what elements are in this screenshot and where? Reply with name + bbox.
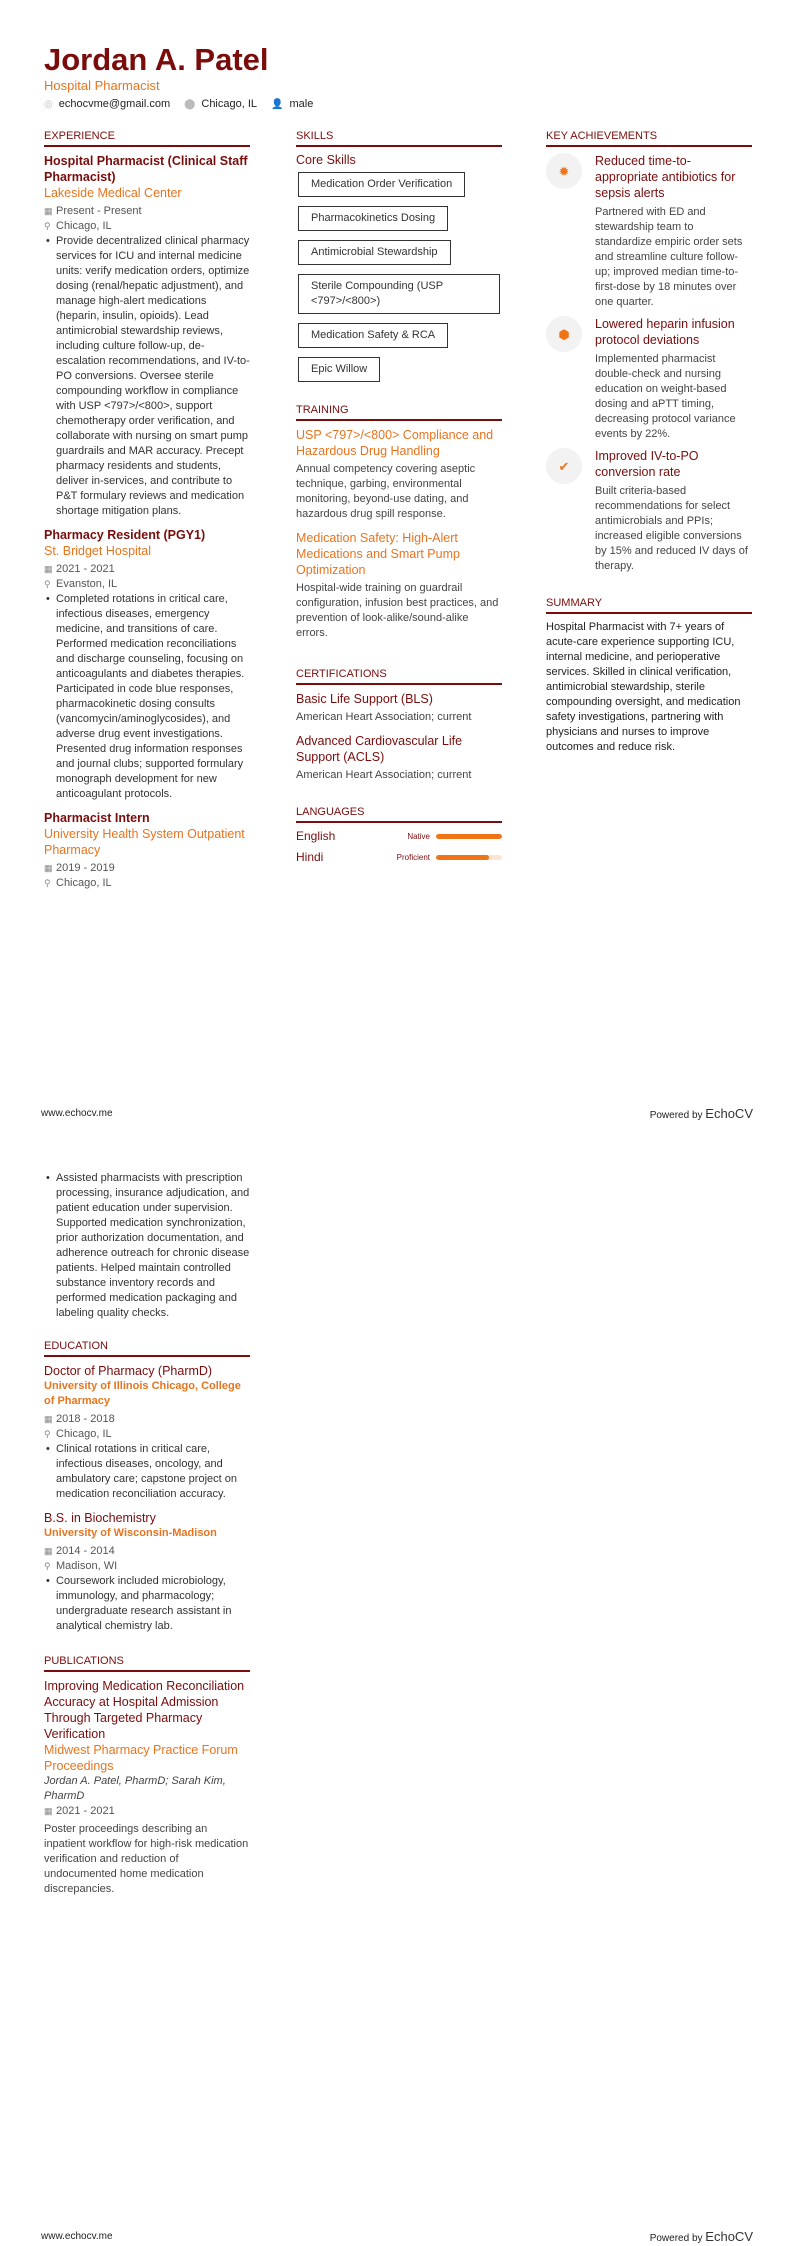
section-heading: SUMMARY [546, 596, 752, 614]
skill-group-title: Core Skills [296, 153, 356, 167]
language-level: Native [407, 832, 430, 841]
job-title: Pharmacist Intern [44, 811, 150, 825]
section-heading: SKILLS [296, 129, 502, 147]
candidate-name: Jordan A. Patel [44, 42, 269, 77]
experience-entry [44, 810, 250, 891]
user-icon: 👤 [271, 99, 284, 110]
calendar-icon: ▦ [44, 564, 53, 574]
gear-icon: ✹ [546, 153, 582, 189]
certification-title: Advanced Cardiovascular Life Support (ACLS) [296, 734, 463, 764]
certification-issuer: American Heart Association; current [296, 711, 472, 723]
job-dates: ▦ 2021 - 2021 [44, 563, 115, 575]
school: University of Illinois Chicago, College of Pharmacy [44, 1380, 241, 1407]
employer: Lakeside Medical Center [44, 186, 182, 200]
job-location: ⚲ Evanston, IL [44, 578, 118, 590]
training-entry [296, 530, 502, 641]
edu-dates: ▦ 2014 - 2014 [44, 1545, 115, 1557]
job-bullet: • Provide decentralized clinical pharmacy services for ICU and internal medicine units: verify medication orders, optimize dosing (renal/hepatic adjustment), and manage high-alert medications (heparin, insulin, opioids). Lead antimicrobial stewardship reviews, including culture follow-up, de-escalation recommendations, and IV-to-PO conversions. Oversee sterile compounding workflow in compliance with USP <797>/<800>, support chemotherapy order verification, and collaborate with nursing on smart pump guardrails and MAR accuracy. Precept pharmacy residents and students, deliver in-services, and contribute to P&T formulary reviews and medication shortage mitigation plans. [44, 234, 250, 519]
language-bar [436, 834, 502, 839]
job-title: Pharmacy Resident (PGY1) [44, 528, 206, 542]
training-title: USP <797>/<800> Compliance and Hazardous Drug Handling [296, 428, 494, 458]
section-heading: KEY ACHIEVEMENTS [546, 129, 752, 147]
contact-email[interactable]: ◎ echocvme@gmail.com [44, 98, 171, 110]
section-heading: EXPERIENCE [44, 129, 250, 147]
skill-tag: Sterile Compounding (USP <797>/<800>) [298, 274, 500, 314]
job-location: ⚲ Chicago, IL [44, 877, 112, 889]
skill-tag: Epic Willow [298, 357, 380, 382]
achievement-item [546, 316, 752, 442]
training-entry [296, 427, 502, 522]
map-pin-icon: ⚲ [44, 1429, 51, 1439]
achievement-title: Improved IV-to-PO conversion rate [595, 449, 699, 479]
certification-title: Basic Life Support (BLS) [296, 692, 433, 706]
section-heading: LANGUAGES [296, 805, 502, 823]
skill-tag: Medication Order Verification [298, 172, 465, 197]
publication-desc: Poster proceedings describing an inpatient workflow for high-risk medication verification and reduction of undocumented home medication discrepancies. [44, 1823, 249, 1895]
experience-entry [44, 153, 250, 519]
summary-text: Hospital Pharmacist with 7+ years of acute-care experience supporting ICU, internal medicine, and perioperative services. Skilled in clinical verification, antimicrobial stewardship, sterile compounding oversight, and medication safety investigations, partnering with physicians and nurses to improve outcomes and reduce risk. [546, 621, 741, 753]
page-footer [41, 1106, 753, 1123]
section-heading: CERTIFICATIONS [296, 667, 502, 685]
language-bar-fill [436, 855, 489, 860]
publication-dates: ▦ 2021 - 2021 [44, 1805, 115, 1817]
job-dates: ▦ Present - Present [44, 205, 142, 217]
skill-tag: Antimicrobial Stewardship [298, 240, 451, 265]
degree: Doctor of Pharmacy (PharmD) [44, 1364, 213, 1378]
footer-url[interactable]: www.echocv.me [41, 1108, 113, 1119]
skills-section [296, 129, 502, 871]
edu-location: ⚲ Madison, WI [44, 1560, 118, 1572]
publication-entry [44, 1678, 250, 1897]
employer: St. Bridget Hospital [44, 544, 151, 558]
calendar-icon: ▦ [44, 206, 53, 216]
page-footer [41, 2229, 753, 2246]
job-bullet: • Assisted pharmacists with prescription processing, insurance adjudication, and patient education under supervision. Supported medication synchronization, prior authorization documentation, and adherence outreach for chronic disease patients. Helped maintain controlled substance inventory records and performed medication packaging and labeling quality checks. [44, 1171, 250, 1321]
edu-bullet: • Coursework included microbiology, immunology, and pharmacology; undergraduate research assistant in analytical chemistry lab. [44, 1574, 250, 1634]
edu-location: ⚲ Chicago, IL [44, 1428, 112, 1440]
map-pin-icon: ⚲ [44, 221, 51, 231]
skill-tag: Pharmacokinetics Dosing [298, 206, 448, 231]
publication-title: Improving Medication Reconciliation Accuracy at Hospital Admission Through Targeted Pharmacy Verification [44, 1679, 245, 1741]
map-pin-icon: ⚲ [44, 1561, 51, 1571]
calendar-icon: ▦ [44, 863, 53, 873]
check-circle-icon: ✔ [546, 448, 582, 484]
edu-dates: ▦ 2018 - 2018 [44, 1413, 115, 1425]
job-title: Hospital Pharmacist (Clinical Staff Pharmacist) [44, 154, 248, 184]
achievement-desc: Built criteria-based recommendations for select antimicrobials and PPIs; increased eligible conversions by 15% and reduced IV days of therapy. [595, 485, 748, 572]
achievement-item [546, 153, 752, 310]
achievement-title: Reduced time-to-appropriate antibiotics for sepsis alerts [595, 154, 736, 200]
candidate-role: Hospital Pharmacist [44, 78, 160, 93]
job-dates: ▦ 2019 - 2019 [44, 862, 115, 874]
section-heading: PUBLICATIONS [44, 1654, 250, 1672]
footer-powered: Powered by EchoCV [649, 2229, 753, 2244]
school: University of Wisconsin-Madison [44, 1527, 217, 1539]
contact-row [44, 97, 313, 112]
language-row [296, 829, 502, 844]
page2-column [44, 1171, 250, 1905]
achievement-desc: Implemented pharmacist double-check and nursing education on weight-based dosing and aPTT timing, decreasing protocol variance events by 22%. [595, 353, 736, 440]
footer-url[interactable]: www.echocv.me [41, 2231, 113, 2242]
section-heading: EDUCATION [44, 1339, 250, 1357]
edu-bullet: • Clinical rotations in critical care, infectious diseases, oncology, and ambulatory care; capstone project on medication reconciliation accuracy. [44, 1442, 250, 1502]
map-pin-icon: ⚲ [44, 579, 51, 589]
publication-authors: Jordan A. Patel, PharmD; Sarah Kim, PharmD [44, 1775, 226, 1802]
training-title: Medication Safety: High-Alert Medications and Smart Pump Optimization [296, 531, 460, 577]
cube-icon: ⬢ [546, 316, 582, 352]
achievement-desc: Partnered with ED and stewardship team to standardize empiric order sets and streamline culture follow-up; improved median time-to-first-dose by 18 minutes over one quarter. [595, 206, 743, 308]
training-desc: Annual competency covering aseptic technique, garbing, environmental monitoring, beyond-use dating, and hazardous drug spill response. [296, 463, 476, 520]
language-row [296, 850, 502, 865]
training-desc: Hospital-wide training on guardrail configuration, infusion best practices, and prevention of look-alike/sound-alike errors. [296, 582, 499, 639]
at-icon: ◎ [44, 99, 53, 110]
experience-entry [44, 527, 250, 802]
achievement-title: Lowered heparin infusion protocol deviations [595, 317, 735, 347]
calendar-icon: ▦ [44, 1546, 53, 1556]
achievement-item [546, 448, 752, 574]
experience-section [44, 129, 250, 899]
language-name: English [296, 829, 336, 843]
calendar-icon: ▦ [44, 1806, 53, 1816]
language-bar [436, 855, 502, 860]
footer-powered: Powered by EchoCV [649, 1106, 753, 1121]
section-heading: TRAINING [296, 403, 502, 421]
footer-brand[interactable]: EchoCV [705, 1106, 753, 1121]
job-bullet: • Completed rotations in critical care, infectious diseases, emergency medicine, and transitions of care. Performed medication reconciliations and discharge counseling, focusing on anticoagulants and diabetes therapies. Participated in code blue responses, pharmacokinetic dosing consults (vancomycin/aminoglycosides), and adverse drug event investigations. Presented drug information responses and journal clubs; supported formulary monograph development for new anticoagulant protocols. [44, 592, 250, 802]
certification-entry [296, 733, 502, 783]
degree: B.S. in Biochemistry [44, 1511, 156, 1525]
education-entry [44, 1363, 250, 1502]
certification-entry [296, 691, 502, 725]
contact-gender: 👤 male [271, 98, 314, 110]
achievements-section [546, 129, 752, 755]
page-2 [0, 1123, 794, 2246]
employer: University Health System Outpatient Pharmacy [44, 827, 245, 857]
calendar-icon: ▦ [44, 1414, 53, 1424]
certification-issuer: American Heart Association; current [296, 769, 472, 781]
skill-tag: Medication Safety & RCA [298, 323, 448, 348]
contact-location: ⬤ Chicago, IL [184, 98, 258, 110]
job-location: ⚲ Chicago, IL [44, 220, 112, 232]
publication-venue: Midwest Pharmacy Practice Forum Proceedings [44, 1743, 238, 1773]
language-name: Hindi [296, 850, 324, 864]
map-pin-icon: ⬤ [184, 99, 196, 110]
education-entry [44, 1510, 250, 1634]
language-level: Proficient [396, 853, 430, 862]
map-pin-icon: ⚲ [44, 878, 51, 888]
footer-brand[interactable]: EchoCV [705, 2229, 753, 2244]
language-bar-fill [436, 834, 502, 839]
